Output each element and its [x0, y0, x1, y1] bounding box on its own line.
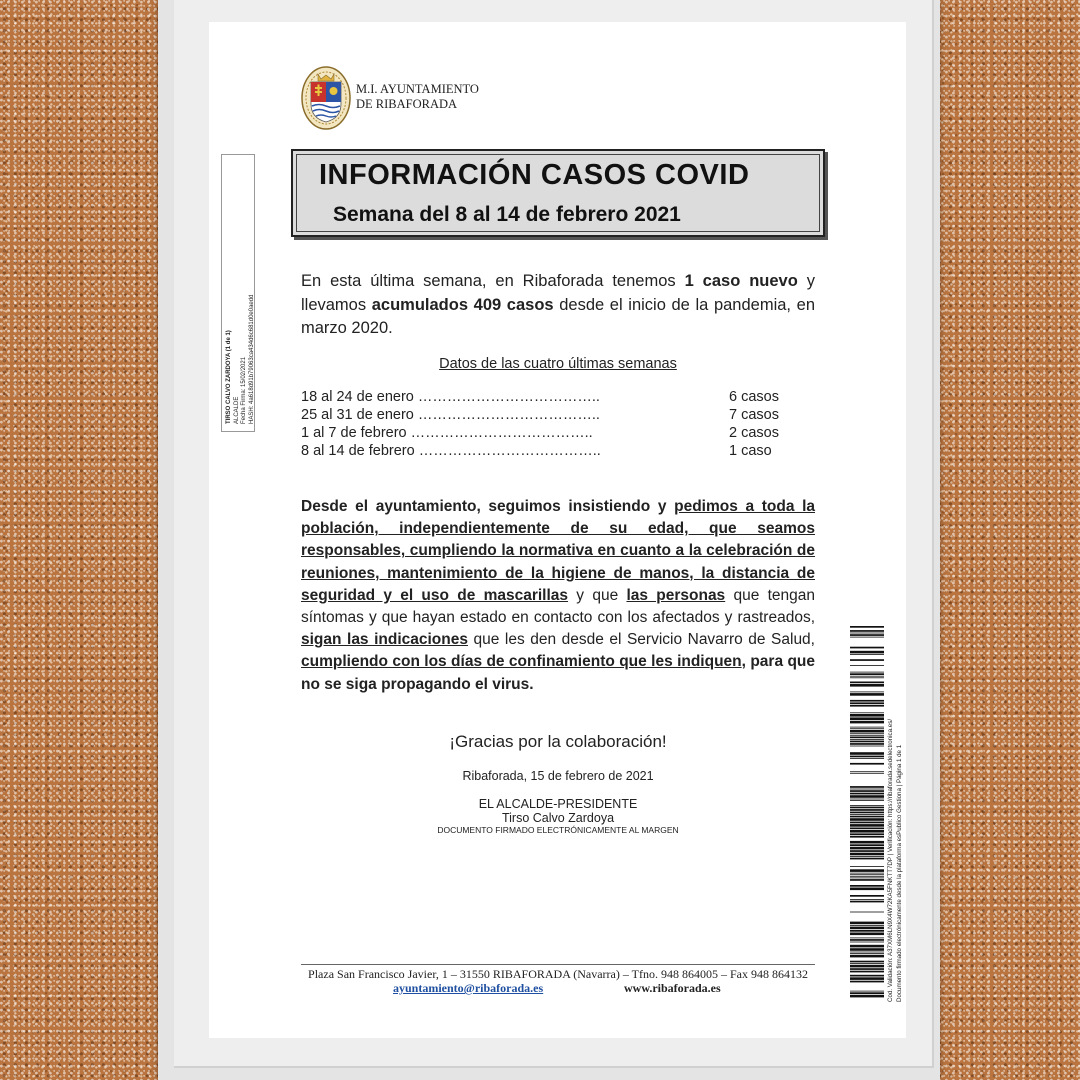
barcode-icon: [850, 626, 884, 1004]
table-row: [301, 389, 801, 407]
signature-note: DOCUMENTO FIRMADO ELECTRÓNICAMENTE AL MARGEN: [437, 825, 679, 835]
week-label: 1 al 7 de febrero ………………………………..: [301, 425, 593, 441]
body-bold-underlined: sigan las indicaciones: [301, 631, 468, 649]
validation-code: Cod. Validación: A37XM6LN9X4W72KA5FNKTT7DP | Verificación: https://ribaforada.sedelectronica.es/: [887, 718, 894, 1002]
recommendations-paragraph: [301, 496, 815, 696]
week-cases: 7 casos: [729, 407, 779, 423]
title-box: [291, 149, 825, 237]
weeks-table: [301, 389, 801, 461]
coat-of-arms-icon: [301, 66, 351, 130]
signature-margin-text: [226, 160, 255, 424]
signer-role: ALCALDE: [233, 396, 240, 424]
title-inner-border: [296, 154, 820, 232]
signature-block: [301, 797, 815, 836]
week-cases: 6 casos: [729, 389, 779, 405]
intro-accumulated-cases: acumulados 409 casos: [371, 295, 554, 314]
intro-paragraph: [301, 270, 815, 341]
body-text: y que: [568, 586, 627, 604]
intro-text: desde el inicio de la pandemia, en marzo 2020.: [301, 295, 815, 337]
municipality-name: [356, 82, 479, 112]
email-link[interactable]: ayuntamiento@ribaforada.es: [393, 981, 544, 995]
body-bold-underlined: cumpliendo con los días de confinamiento que les indiquen: [301, 653, 742, 671]
signer-full-name: Tirso Calvo Zardoya: [501, 811, 615, 825]
signature-date: Fecha Firma: 15/02/2021: [241, 356, 247, 424]
website-link[interactable]: www.ribaforada.es: [624, 981, 721, 995]
body-bold-underlined: las personas: [626, 586, 726, 604]
body-bold-text: , para que no se siga propagando el virus.: [301, 653, 815, 693]
document-title: INFORMACIÓN CASOS COVID: [319, 159, 750, 191]
document-subtitle: Semana del 8 al 14 de febrero 2021: [333, 203, 681, 226]
body-text: que les den desde el Servicio Navarro de Salud,: [467, 631, 815, 649]
validation-text: [886, 668, 908, 1002]
table-row: [301, 425, 801, 443]
signer-title: EL ALCALDE-PRESIDENTE: [478, 797, 638, 811]
week-cases: 2 casos: [729, 425, 779, 441]
intro-new-cases: 1 caso nuevo: [684, 272, 798, 290]
footer-address: Plaza San Francisco Javier, 1 – 31550 RIBAFORADA (Navarra) – Tfno. 948 864005 – Fax 948 864132: [308, 967, 808, 981]
intro-text: En esta última semana, en Ribaforada tenemos: [301, 272, 685, 290]
signature-hash: HASH: 4a618d91b79063ca434d6c681d0e0aedd: [248, 294, 255, 424]
week-label: 8 al 14 de febrero ………………………………..: [301, 443, 601, 459]
org-line-2: DE RIBAFORADA: [356, 97, 458, 111]
week-label: 18 al 24 de enero ………………………………..: [301, 389, 600, 405]
table-row: [301, 443, 801, 461]
signer-name: TIRSO CALVO ZARDOYA (1 de 1): [226, 330, 232, 424]
body-bold-underlined: pedimos a toda la población, independientemente de su edad, que seamos responsables, cumpliendo la normativa en cuanto a la celebración de reuniones, mantenimiento de la higiene de manos, la distancia de seguridad y el uso de mascarillas: [301, 498, 816, 604]
intro-text: y llevamos: [301, 272, 815, 314]
week-cases: 1 caso: [729, 443, 772, 459]
body-bold-text: Desde el ayuntamiento, seguimos insistiendo y: [301, 498, 675, 515]
document-date: Ribaforada, 15 de febrero de 2021: [462, 769, 654, 783]
platform-note: Documento firmado electrónicamente desde la plataforma esPublico Gestiona | Página 1 de 1: [896, 744, 903, 1002]
week-label: 25 al 31 de enero ………………………………..: [301, 407, 600, 423]
table-row: [301, 407, 801, 425]
footer-divider: [301, 964, 815, 965]
body-text: que tengan síntomas y que hayan estado en contacto con los afectados y rastreados,: [301, 586, 815, 627]
thanks-line: ¡Gracias por la colaboración!: [449, 732, 667, 751]
document-page: [209, 22, 906, 1038]
org-line-1: M.I. AYUNTAMIENTO: [356, 82, 479, 96]
weeks-heading: Datos de las cuatro últimas semanas: [439, 356, 677, 372]
